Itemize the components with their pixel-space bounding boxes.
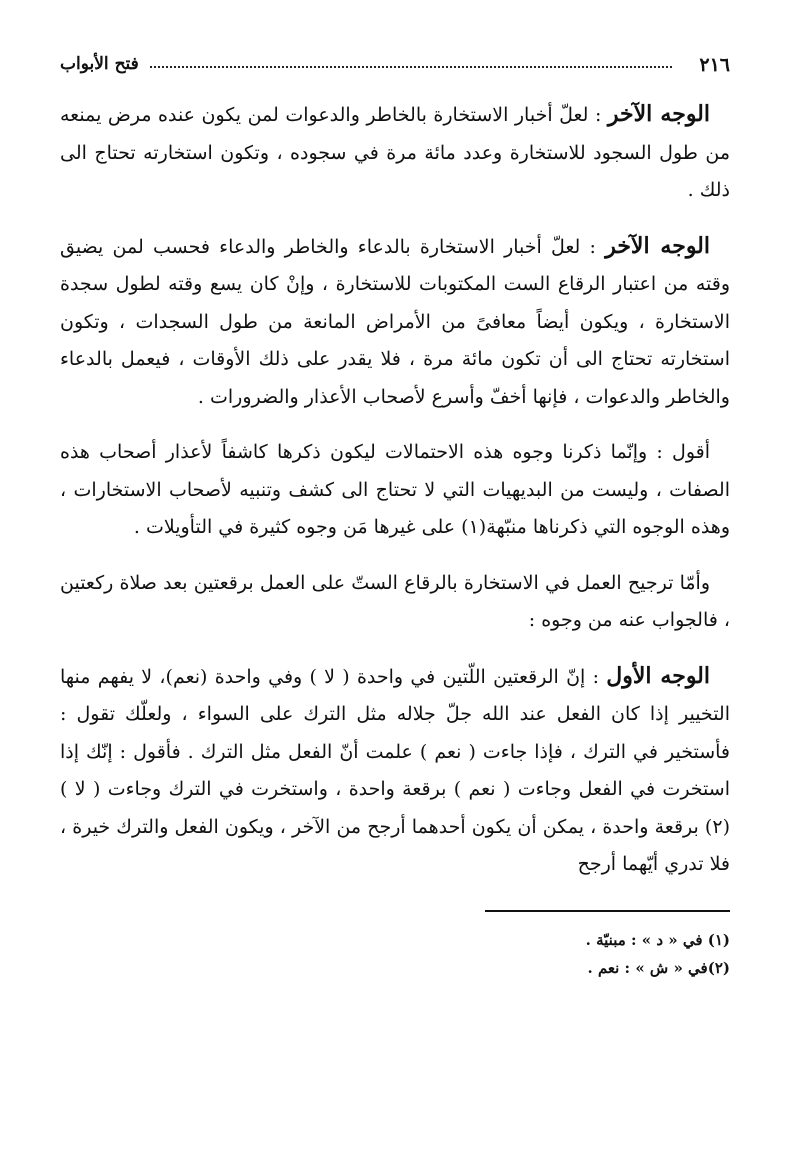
paragraph-2 [60, 228, 730, 417]
running-title: فتح الأبواب [60, 54, 139, 74]
document-page [60, 40, 730, 982]
footnote-1: (١) في « د » : مبنيّة . [585, 930, 730, 949]
paragraph-text: : إنّ الرقعتين اللّتين في واحدة ( لا ) وفي واحدة (نعم)، لا يفهم منها التخيير إذا كان الفعل عند الله جلّ جلاله مثل الترك على السواء ، ولعلّك تقول : فأستخير في الترك ، فإذا جاءت ( نعم ) علمت أنّ الفعل مثل الترك . فأقول : إنّك إذا استخرت في الفعل وجاءت ( نعم ) برقعة واحدة ، واستخرت في الترك وجاءت ( لا )(٢) برقعة واحدة ، يمكن أن يكون أحدهما أرجح من الآخر ، ويكون الفعل والترك خيرة ، فلا تدري أيّهما أرجح [60, 665, 730, 875]
paragraph-text: : لعلّ أخبار الاستخارة بالخاطر والدعوات لمن يكون عنده مرض يمنعه من طول السجود للاستخارة وعدد مائة مرة في سجوده ، وتكون استخارته تحتاج الى ذلك . [60, 104, 730, 201]
paragraph-lead: الوجه الآخر [607, 101, 710, 127]
paragraph-lead: الوجه الآخر [605, 232, 710, 259]
footnote-2: (٢)في « ش » : نعم . [587, 958, 730, 977]
page-number: ٢١٦ [699, 54, 730, 76]
paragraph-1 [60, 96, 730, 210]
paragraph-3 [60, 434, 730, 547]
paragraph-text: : لعلّ أخبار الاستخارة بالدعاء والخاطر والدعاء فحسب لمن يضيق وقته من اعتبار الرقاع الست المكتوبات للاستخارة ، وإنْ كان يسع وقته لطول سجدة الاستخارة ، ويكون أيضاً معافىً من الأمراض المانعة من طول السجدات ، وتكون استخارته تحتاج الى أن تكون مائة مرة ، فلا يقدر على ذلك الأوقات ، فيعمل بالدعاء والخاطر والدعوات ، فإنها أخفّ وأسرع لأصحاب الأعذار والضرورات . [60, 235, 730, 408]
header-leader-dots [150, 66, 672, 68]
footnote-separator [485, 910, 730, 912]
page-body [60, 96, 730, 884]
paragraph-lead: الوجه الأول [606, 662, 710, 689]
footnotes [60, 926, 730, 982]
page-header [60, 40, 730, 82]
paragraph-5 [60, 658, 730, 884]
paragraph-text: وأمّا ترجيح العمل في الاستخارة بالرقاع الستّ على العمل برقعتين بعد صلاة ركعتين ، فالجواب عنه من وجوه : [60, 571, 730, 631]
paragraph-4 [60, 565, 730, 640]
paragraph-text: أقول : وإنّما ذكرنا وجوه هذه الاحتمالات ليكون ذكرها كاشفاً لأعذار أصحاب هذه الصفات ، وليست من البديهيات التي لا تحتاج الى كشف وتنبيه لأصحاب الاستخارات ، وهذه الوجوه التي ذكرناها منبّهة(١) على غيرها مَن وجوه كثيرة في التأويلات . [60, 441, 730, 538]
